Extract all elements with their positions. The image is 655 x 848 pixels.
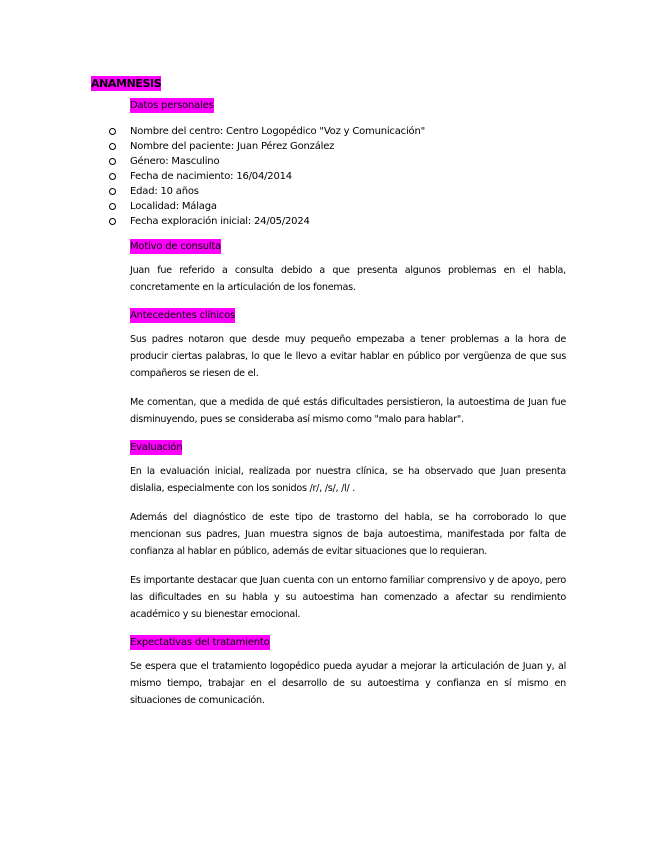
document-body xyxy=(130,98,566,721)
section-heading-personal: Datos personales xyxy=(130,100,214,111)
list-item-text: Género: Masculino xyxy=(130,156,220,167)
list-item xyxy=(111,154,566,169)
bullet-icon xyxy=(109,128,116,135)
list-item xyxy=(111,169,566,184)
section-evaluation xyxy=(130,440,566,455)
bullet-icon xyxy=(109,218,116,225)
list-item-text: Localidad: Málaga xyxy=(130,201,217,212)
paragraph: Juan fue referido a consulta debido a que presenta algunos problemas en el habla, concretamente en la articulación de los fonemas. xyxy=(130,265,566,293)
section-heading-evaluation: Evaluación xyxy=(130,442,183,453)
paragraph: Es importante destacar que Juan cuenta con un entorno familiar comprensivo y de apoyo, pero las dificultades en su habla y su autoestima han comenzado a afectar su rendimiento académico y su bienestar emocional. xyxy=(130,575,566,620)
paragraph: Me comentan, que a medida de qué estás dificultades persistieron, la autoestima de Juan fue disminuyendo, pues se consideraba así mismo como "malo para hablar". xyxy=(130,397,566,425)
paragraph: En la evaluación inicial, realizada por nuestra clínica, se ha observado que Juan presenta dislalia, especialmente con los sonidos /r/, /s/, /l/ . xyxy=(130,466,566,494)
list-item-text: Edad: 10 años xyxy=(130,186,199,197)
list-item-text: Nombre del paciente: Juan Pérez González xyxy=(130,141,335,152)
bullet-icon xyxy=(109,188,116,195)
list-item xyxy=(111,124,566,139)
paragraph: Sus padres notaron que desde muy pequeño empezaba a tener problemas a la hora de producir ciertas palabras, lo que le llevo a evitar hablar en público por vergüenza de que sus compañeros se riesen de el. xyxy=(130,334,566,379)
section-heading-reason: Motivo de consulta xyxy=(130,241,222,252)
list-item-text: Nombre del centro: Centro Logopédico "Voz y Comunicación" xyxy=(130,126,425,137)
bullet-icon xyxy=(109,173,116,180)
bullet-icon xyxy=(109,203,116,210)
section-heading-expectations: Expectativas del tratamiento xyxy=(130,637,270,648)
document-title: ANAMNESIS xyxy=(91,77,162,90)
paragraph: Se espera que el tratamiento logopédico pueda ayudar a mejorar la articulación de Juan y, al mismo tiempo, trabajar en el desarrollo de su autoestima y confianza en sí mismo en situaciones de comunicación. xyxy=(130,661,566,706)
list-item xyxy=(111,139,566,154)
list-item xyxy=(111,199,566,214)
section-reason xyxy=(130,239,566,254)
list-item xyxy=(111,184,566,199)
bullet-icon xyxy=(109,143,116,150)
list-item-text: Fecha de nacimiento: 16/04/2014 xyxy=(130,171,292,182)
personal-data-list xyxy=(130,124,566,229)
list-item-text: Fecha exploración inicial: 24/05/2024 xyxy=(130,216,310,227)
paragraph: Además del diagnóstico de este tipo de trastorno del habla, se ha corroborado lo que mencionan sus padres, Juan muestra signos de baja autoestima, manifestada por falta de confianza al hablar en público, además de evitar situaciones que lo requieran. xyxy=(130,512,566,557)
bullet-icon xyxy=(109,158,116,165)
section-personal xyxy=(130,98,566,113)
section-history xyxy=(130,308,566,323)
list-item xyxy=(111,214,566,229)
section-expectations xyxy=(130,635,566,650)
section-heading-history: Antecedentes clínicos xyxy=(130,310,235,321)
